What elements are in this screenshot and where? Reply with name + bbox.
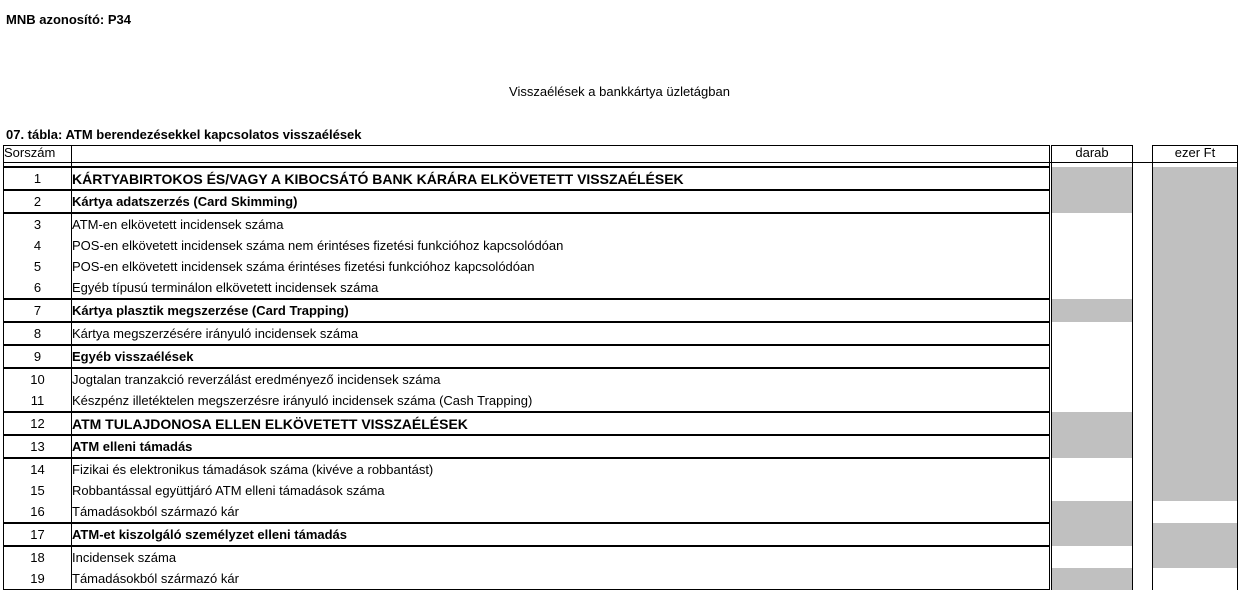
- mnb-id: MNB azonosító: P34: [6, 12, 131, 27]
- darab-input[interactable]: [1052, 277, 1133, 299]
- table-row: [4, 235, 1238, 256]
- darab-cell: [1052, 167, 1133, 190]
- row-label: ATM elleni támadás: [72, 435, 1050, 458]
- row-number: 3: [4, 213, 72, 235]
- table-row: [4, 256, 1238, 277]
- table-row: [4, 523, 1238, 546]
- ezer-ft-cell: [1153, 190, 1238, 213]
- row-label: POS-en elkövetett incidensek száma érintéses fizetési funkcióhoz kapcsolódóan: [72, 256, 1050, 277]
- column-header-label: [72, 146, 1050, 163]
- table-row: [4, 345, 1238, 368]
- table-row: [4, 190, 1238, 213]
- row-number: 6: [4, 277, 72, 299]
- row-label: Kártya megszerzésére irányuló incidensek száma: [72, 322, 1050, 345]
- row-label: ATM TULAJDONOSA ELLEN ELKÖVETETT VISSZAÉLÉSEK: [72, 412, 1050, 435]
- row-number: 16: [4, 501, 72, 523]
- row-label: ATM-en elkövetett incidensek száma: [72, 213, 1050, 235]
- ezer-ft-input[interactable]: [1153, 568, 1238, 590]
- ezer-ft-cell: [1153, 523, 1238, 546]
- ezer-ft-cell: [1153, 368, 1238, 390]
- darab-input[interactable]: [1052, 256, 1133, 277]
- ezer-ft-cell: [1153, 345, 1238, 368]
- report-table: [3, 145, 1238, 590]
- darab-cell: [1052, 190, 1133, 213]
- row-number: 2: [4, 190, 72, 213]
- ezer-ft-cell: [1153, 412, 1238, 435]
- darab-input[interactable]: [1052, 368, 1133, 390]
- row-number: 4: [4, 235, 72, 256]
- row-label: KÁRTYABIRTOKOS ÉS/VAGY A KIBOCSÁTÓ BANK KÁRÁRA ELKÖVETETT VISSZAÉLÉSEK: [72, 167, 1050, 190]
- ezer-ft-cell: [1153, 299, 1238, 322]
- table-row: [4, 368, 1238, 390]
- table-row: [4, 167, 1238, 190]
- ezer-ft-cell: [1153, 480, 1238, 501]
- column-header-sorszam: Sorszám: [4, 146, 72, 163]
- darab-cell: [1052, 412, 1133, 435]
- ezer-ft-input[interactable]: [1153, 501, 1238, 523]
- table-caption: 07. tábla: ATM berendezésekkel kapcsolatos visszaélések: [6, 127, 362, 142]
- table-row: [4, 299, 1238, 322]
- row-label: Kártya adatszerzés (Card Skimming): [72, 190, 1050, 213]
- darab-cell: [1052, 568, 1133, 590]
- row-label: Robbantással együttjáró ATM elleni támadások száma: [72, 480, 1050, 501]
- row-label: Fizikai és elektronikus támadások száma (kivéve a robbantást): [72, 458, 1050, 480]
- table-row: [4, 390, 1238, 412]
- darab-input[interactable]: [1052, 213, 1133, 235]
- ezer-ft-cell: [1153, 256, 1238, 277]
- table-row: [4, 435, 1238, 458]
- row-number: 10: [4, 368, 72, 390]
- ezer-ft-cell: [1153, 235, 1238, 256]
- darab-input[interactable]: [1052, 458, 1133, 480]
- darab-input[interactable]: [1052, 322, 1133, 345]
- row-number: 18: [4, 546, 72, 568]
- darab-input[interactable]: [1052, 235, 1133, 256]
- row-number: 11: [4, 390, 72, 412]
- ezer-ft-cell: [1153, 546, 1238, 568]
- row-label: Készpénz illetéktelen megszerzésre irányuló incidensek száma (Cash Trapping): [72, 390, 1050, 412]
- darab-cell: [1052, 345, 1133, 368]
- ezer-ft-cell: [1153, 277, 1238, 299]
- row-number: 9: [4, 345, 72, 368]
- ezer-ft-cell: [1153, 322, 1238, 345]
- darab-cell: [1052, 435, 1133, 458]
- table-row: [4, 458, 1238, 480]
- darab-input[interactable]: [1052, 390, 1133, 412]
- ezer-ft-cell: [1153, 213, 1238, 235]
- row-number: 17: [4, 523, 72, 546]
- row-label: ATM-et kiszolgáló személyzet elleni támadás: [72, 523, 1050, 546]
- table-row: [4, 480, 1238, 501]
- darab-cell: [1052, 501, 1133, 523]
- ezer-ft-cell: [1153, 458, 1238, 480]
- row-number: 19: [4, 568, 72, 590]
- ezer-ft-cell: [1153, 167, 1238, 190]
- row-label: Jogtalan tranzakció reverzálást eredményező incidensek száma: [72, 368, 1050, 390]
- row-number: 1: [4, 167, 72, 190]
- table-row: [4, 501, 1238, 523]
- row-label: Egyéb visszaélések: [72, 345, 1050, 368]
- table-row: [4, 546, 1238, 568]
- row-number: 8: [4, 322, 72, 345]
- row-number: 13: [4, 435, 72, 458]
- row-number: 5: [4, 256, 72, 277]
- column-header-ezer-ft: ezer Ft: [1153, 146, 1238, 163]
- row-label: Egyéb típusú terminálon elkövetett incidensek száma: [72, 277, 1050, 299]
- row-label: Incidensek száma: [72, 546, 1050, 568]
- darab-cell: [1052, 523, 1133, 546]
- darab-cell: [1052, 299, 1133, 322]
- row-label: Kártya plasztik megszerzése (Card Trapping): [72, 299, 1050, 322]
- ezer-ft-cell: [1153, 390, 1238, 412]
- row-label: Támadásokból származó kár: [72, 568, 1050, 590]
- ezer-ft-cell: [1153, 435, 1238, 458]
- page-title: Visszaélések a bankkártya üzletágban: [509, 84, 730, 99]
- column-header-darab: darab: [1052, 146, 1133, 163]
- table-row: [4, 213, 1238, 235]
- darab-input[interactable]: [1052, 480, 1133, 501]
- row-number: 14: [4, 458, 72, 480]
- table-row: [4, 322, 1238, 345]
- row-label: Támadásokból származó kár: [72, 501, 1050, 523]
- table-row: [4, 412, 1238, 435]
- header-row: [4, 146, 1238, 163]
- row-number: 12: [4, 412, 72, 435]
- table-row: [4, 277, 1238, 299]
- row-number: 15: [4, 480, 72, 501]
- row-label: POS-en elkövetett incidensek száma nem érintéses fizetési funkcióhoz kapcsolódóan: [72, 235, 1050, 256]
- table-row: [4, 568, 1238, 590]
- row-number: 7: [4, 299, 72, 322]
- darab-input[interactable]: [1052, 546, 1133, 568]
